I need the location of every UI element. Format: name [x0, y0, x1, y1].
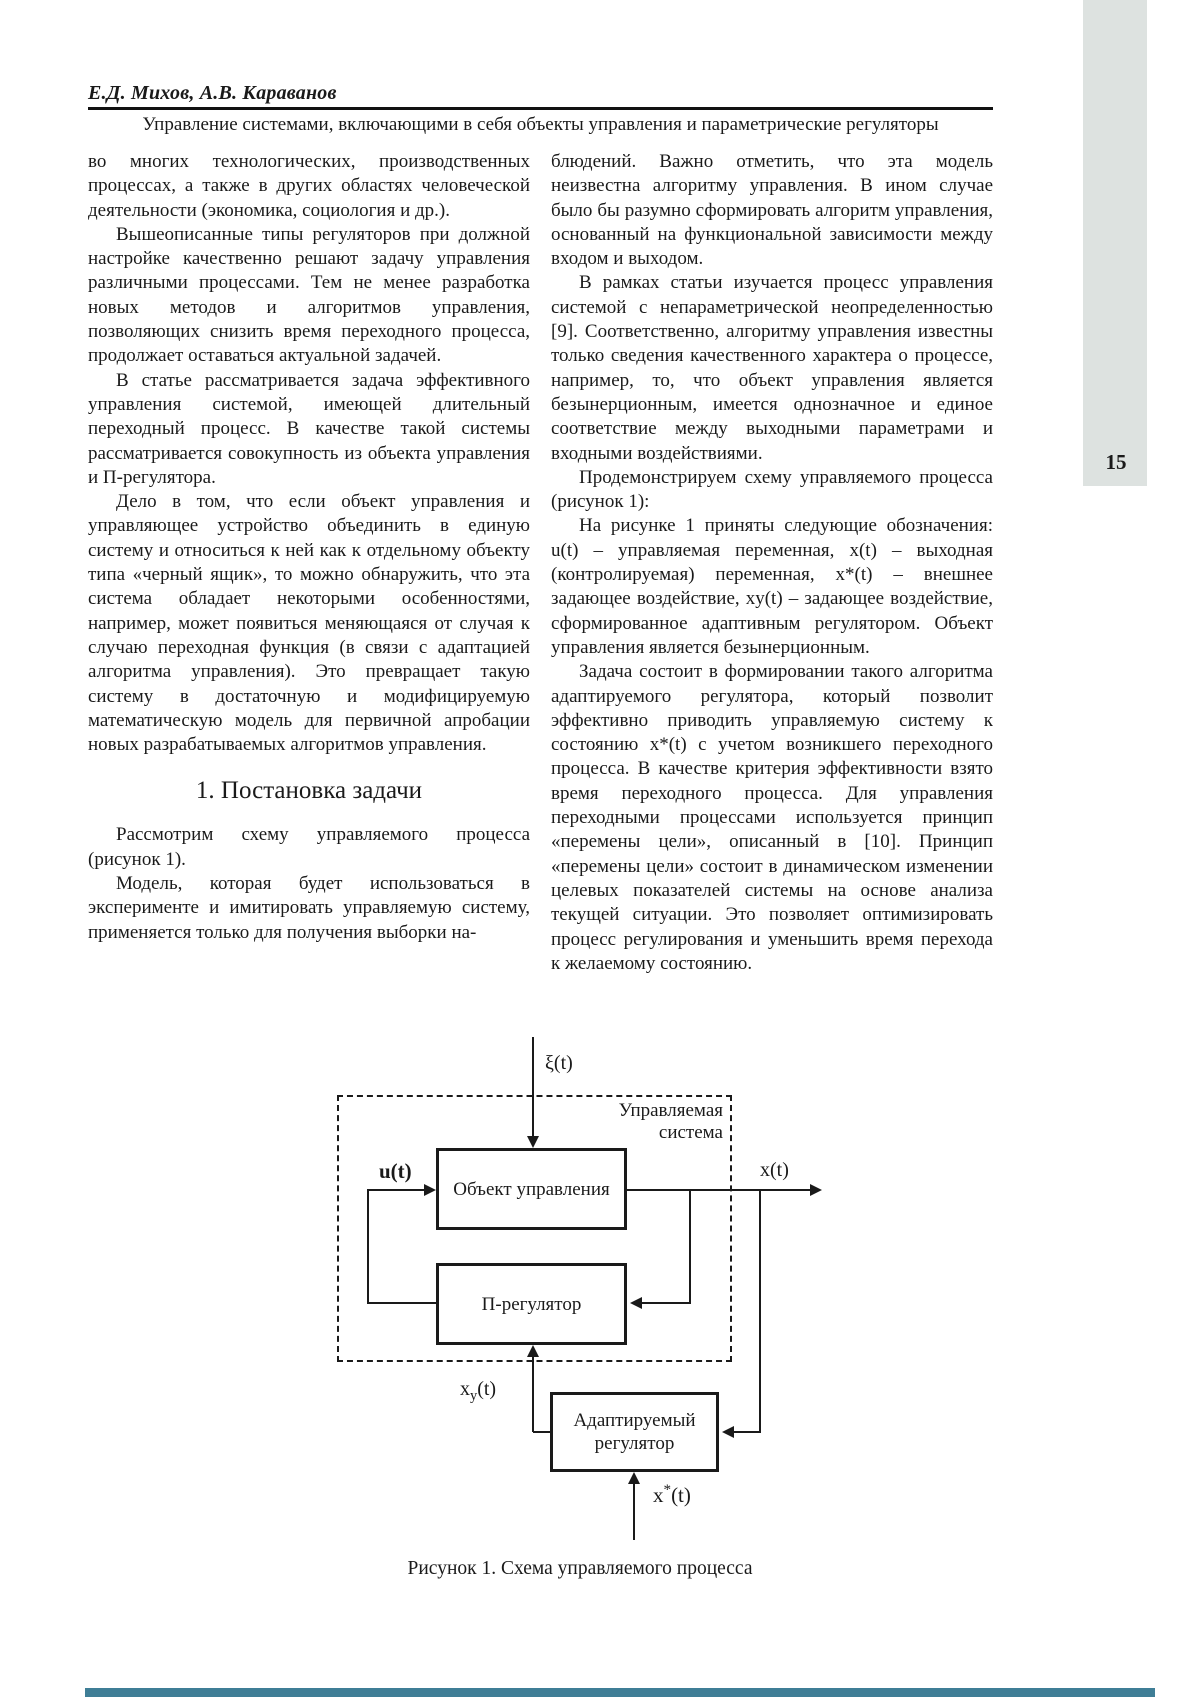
running-title: Управление системами, включающими в себя объекты управления и параметрические регуляторы [142, 114, 939, 135]
header-rule [88, 107, 993, 110]
u-path-bottom-line [368, 1302, 436, 1304]
block-p-regulator [436, 1263, 627, 1345]
block-adaptive-regulator [550, 1392, 719, 1472]
controlled-system-label: Управляемая система [618, 1100, 723, 1143]
feedback-outer-arrowhead-icon [722, 1426, 734, 1438]
feedback-inner-arrowhead-icon [630, 1297, 642, 1309]
x-star-input-line [633, 1484, 635, 1540]
right-column [551, 150, 993, 976]
paragraph: Рассмотрим схему управляемого процесса (рисунок 1). [88, 824, 530, 870]
left-column-paragraphs-after-heading [88, 823, 530, 944]
section-heading: 1. Постановка задачи [195, 777, 423, 805]
u-path-top-line [368, 1189, 424, 1191]
signal-label-x: x(t) [760, 1159, 789, 1181]
feedback-outer-horizontal-line [734, 1431, 760, 1433]
paragraph: На рисунке 1 приняты следующие обозначения: u(t) – управляемая переменная, x(t) – выходная (контролируемая) переменная, x*(t) – внешнее задающее воздействие, xy(t) – задающее воздействие, сформированное адаптивным регулятором. Объект управления является безынерционным. [551, 515, 993, 658]
x-arrowhead-icon [810, 1184, 822, 1196]
paragraph: Модель, которая будет использоваться в эксперименте и имитировать управляемую систему, применяется только для получения выборки на- [88, 873, 530, 943]
paragraph: В статье рассматривается задача эффективного управления системой, имеющей длительный переходный процесс. В качестве такой системы рассматривается совокупность из объекта управления и П-регулятора. [88, 369, 530, 488]
left-column-paragraphs [88, 150, 530, 757]
paragraph: В рамках статьи изучается процесс управления системой с непараметрической неопределенностью [9]. Соответственно, алгоритму управления известны только сведения качественного характера о процессе, например, то, что объект управления является безынерционным, имеется однозначное и единое соответствие между выходными параметрами и входными воздействиями. [551, 272, 993, 464]
feedback-inner-horizontal-line [642, 1302, 690, 1304]
x-output-line [627, 1189, 810, 1191]
block-adaptive-regulator-label: Адаптируемый регулятор [573, 1410, 696, 1454]
left-column [88, 150, 530, 976]
sidebar-gray-bar [1083, 0, 1147, 486]
paragraph: Задача состоит в формировании такого алгоритма адаптируемого регулятора, который позволит эффективно приводить управляемую систему к состоянию x*(t) с учетом возникшего переходного процесса. В качестве критерия эффективности взято время переходного процесса. Для управления переходными процессами используется принцип «перемены цели», описанный в [10]. Принцип «перемены цели» состоит в динамическом изменении целевых показателей системы на основе анализа текущей ситуации. Это позволяет оптимизировать процесс регулирования и уменьшить время перехода к желаемому состоянию. [551, 661, 993, 974]
paragraph: Дело в том, что если объект управления и управляющее устройство объединить в единую систему и относиться к ней как к отдельному объекту типа «черный ящик», то можно обнаружить, что эта система обладает некоторыми особенностями, например, может появиться меняющаяся от случая к случаю переходная функция (в связи с адаптацией алгоритма управления). Это превращает такую систему в достаточную и модифицируемую математическую модель для первичной апробации новых разрабатываемых алгоритмов управления. [88, 491, 530, 756]
paragraph: Вышеописанные типы регуляторов при должной настройке качественно решают задачу управления различными процессами. Тем не менее разработка новых методов и алгоритмов управления, позволяющих снизить время переходного процесса, продолжает оставаться актуальной задачей. [88, 223, 530, 367]
u-arrowhead-icon [424, 1184, 436, 1196]
figure-caption: Рисунок 1. Схема управляемого процесса [407, 1558, 753, 1579]
page-number: 15 [1105, 450, 1127, 474]
feedback-outer-vertical-line [759, 1189, 761, 1433]
block-p-regulator-label: П-регулятор [481, 1293, 582, 1315]
x-star-arrowhead-icon [628, 1472, 640, 1484]
authors-line: Е.Д. Михов, А.В. Караванов [88, 82, 337, 104]
xy-path-vertical-line [532, 1357, 534, 1432]
signal-label-xi: ξ(t) [545, 1052, 573, 1074]
footer-color-bar [85, 1688, 1155, 1697]
xy-path-horizontal-line [533, 1431, 550, 1433]
signal-label-xy: $x_y(t)$ [460, 1378, 497, 1404]
two-column-body [88, 150, 994, 976]
signal-label-x-star: x*(t) [653, 1482, 691, 1507]
xy-arrowhead-icon [527, 1345, 539, 1357]
signal-label-u: u(t) [379, 1159, 412, 1183]
paragraph: блюдений. Важно отметить, что эта модель неизвестна алгоритму управления. В ином случае было бы разумно сформировать алгоритм управления, основанный на функциональной зависимости между входом и выходом. [551, 151, 993, 270]
paragraph: Продемонстрируем схему управляемого процесса (рисунок 1): [551, 466, 993, 513]
feedback-inner-vertical-line [689, 1189, 691, 1304]
block-control-object-label: Объект управления [453, 1178, 610, 1200]
figure-1-diagram [0, 1030, 1200, 1610]
block-control-object [436, 1148, 627, 1230]
right-column-paragraphs [551, 150, 993, 976]
u-path-vertical-line [367, 1189, 369, 1304]
paragraph: во многих технологических, производственных процессах, а также в других областях человеческой деятельности (экономика, социология и др.). [88, 151, 530, 221]
